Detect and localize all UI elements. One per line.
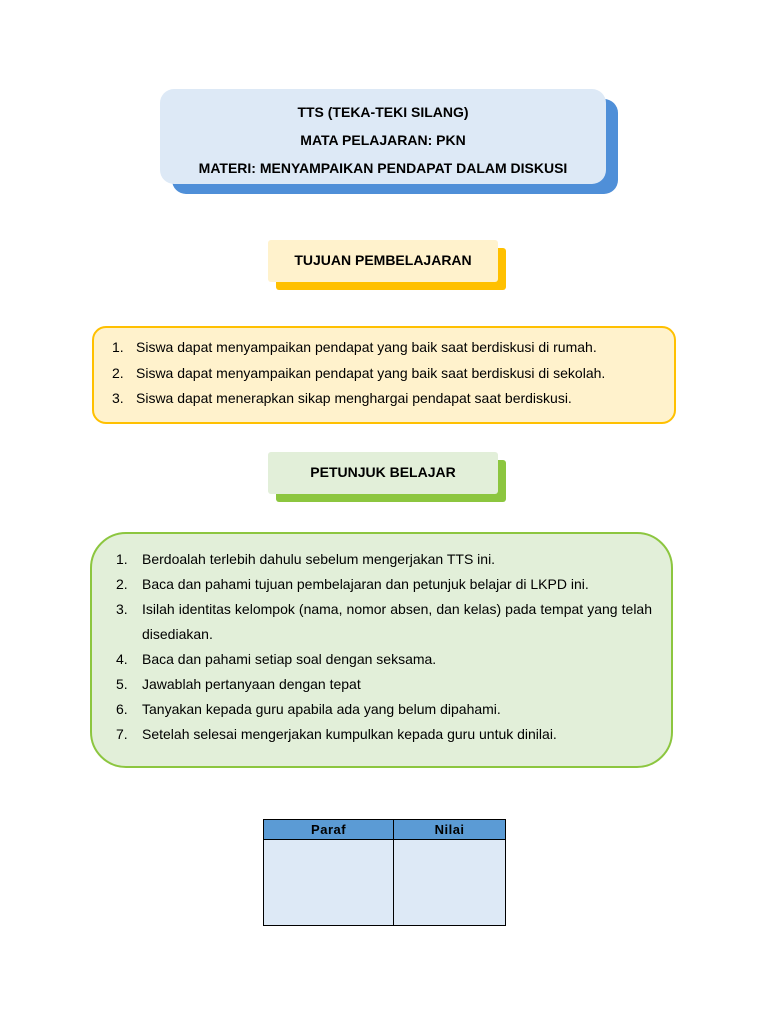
list-item-text: Siswa dapat menerapkan sikap menghargai pendapat saat berdiskusi. [136,390,572,406]
list-item-number: 3. [112,390,124,406]
score-table [263,819,506,926]
list-item-text: Tanyakan kepada guru apabila ada yang belum dipahami. [142,701,501,717]
list-item [112,335,605,361]
title-card [160,89,606,184]
petunjuk-box [90,532,673,768]
list-item-text: Setelah selesai mengerjakan kumpulkan kepada guru untuk dinilai. [142,726,557,742]
list-item [116,722,652,747]
list-item-text: Baca dan pahami tujuan pembelajaran dan petunjuk belajar di LKPD ini. [142,576,589,592]
list-item-number: 3. [116,601,128,617]
title-line-3: MATERI: MENYAMPAIKAN PENDAPAT DALAM DISKUSI [198,160,568,176]
paraf-cell[interactable] [264,840,394,926]
list-item [112,361,605,387]
list-item-number: 7. [116,726,128,742]
list-item-text: Baca dan pahami setiap soal dengan seksama. [142,651,437,667]
list-item [116,672,652,697]
list-item-number: 4. [116,651,128,667]
list-item-text: Berdoalah terlebih dahulu sebelum mengerjakan TTS ini. [142,551,496,567]
nilai-column-header: Nilai [394,820,506,840]
tujuan-heading: TUJUAN PEMBELAJARAN [268,240,498,282]
list-item-text: Siswa dapat menyampaikan pendapat yang baik saat berdiskusi di sekolah. [136,364,606,381]
petunjuk-heading: PETUNJUK BELAJAR [268,452,498,494]
title-line-1: TTS (TEKA-TEKI SILANG) [297,104,469,120]
list-item-number: 5. [116,676,128,692]
table-row [264,840,506,926]
list-item-number: 1. [112,339,124,355]
title-line-2: MATA PELAJARAN: PKN [300,132,466,148]
list-item-text: Isilah identitas kelompok (nama, nomor absen, dan kelas) pada tempat yang telah disediakan. [142,601,652,642]
tujuan-box [92,326,676,424]
list-item-text: Jawablah pertanyaan dengan tepat [142,676,361,692]
list-item-number: 2. [112,364,124,381]
list-item [116,647,652,672]
paraf-column-header: Paraf [264,820,394,840]
table-header-row [264,820,506,840]
list-item [116,697,652,722]
list-item-number: 6. [116,701,128,717]
list-item-text: Siswa dapat menyampaikan pendapat yang baik saat berdiskusi di rumah. [136,339,597,355]
list-item [116,572,652,597]
tujuan-list [112,335,605,412]
list-item-number: 2. [116,576,128,592]
petunjuk-list [116,547,652,747]
nilai-cell[interactable] [394,840,506,926]
list-item [116,547,652,572]
list-item [112,386,605,412]
list-item [116,597,652,647]
list-item-number: 1. [116,551,128,567]
